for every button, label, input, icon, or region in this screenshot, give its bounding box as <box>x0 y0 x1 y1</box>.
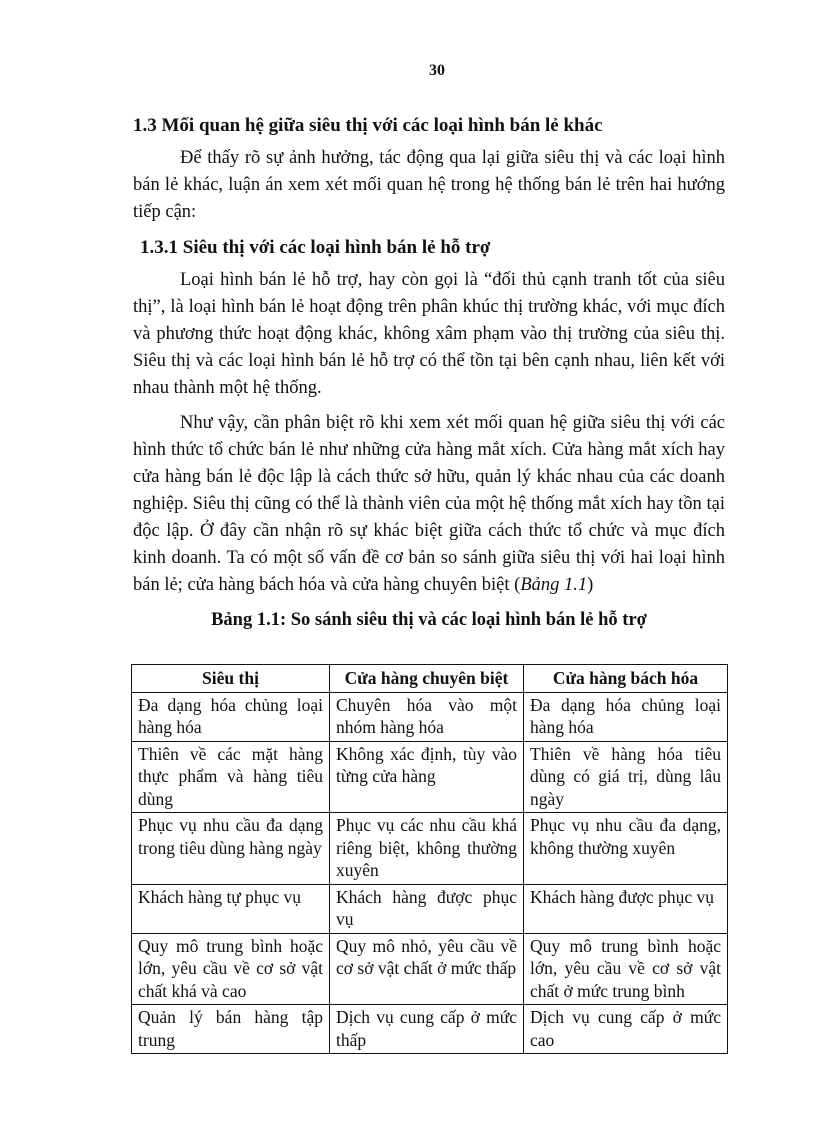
table-cell: Dịch vụ cung cấp ở mức cao <box>524 1005 728 1054</box>
table-row <box>132 884 728 933</box>
table-cell: Quy mô trung bình hoặc lớn, yêu cầu về cơ sở vật chất ở mức trung bình <box>524 933 728 1005</box>
table-cell: Đa dạng hóa chủng loại hàng hóa <box>524 692 728 741</box>
table-cell: Đa dạng hóa chủng loại hàng hóa <box>132 692 330 741</box>
table-row <box>132 692 728 741</box>
page-number: 30 <box>429 62 445 79</box>
header-specialty-store: Cửa hàng chuyên biệt <box>330 665 524 693</box>
table-cell: Khách hàng được phục vụ <box>524 884 728 933</box>
table-cell: Không xác định, tùy vào từng cửa hàng <box>330 741 524 813</box>
document-body <box>133 112 725 1054</box>
table-cell: Thiên về các mặt hàng thực phẩm và hàng tiêu dùng <box>132 741 330 813</box>
comparison-table <box>131 664 728 1054</box>
table-caption: Bảng 1.1: So sánh siêu thị và các loại hình bán lẻ hỗ trợ <box>211 610 647 630</box>
table-row <box>132 1005 728 1054</box>
subsection-heading: 1.3.1 Siêu thị với các loại hình bán lẻ hỗ trợ <box>140 237 491 258</box>
table-cell: Phục vụ nhu cầu đa dạng, không thường xuyên <box>524 813 728 885</box>
table-cell: Dịch vụ cung cấp ở mức thấp <box>330 1005 524 1054</box>
intro-paragraph: Để thấy rõ sự ảnh hưởng, tác động qua lại giữa siêu thị và các loại hình bán lẻ khác, luận án xem xét mối quan hệ trong hệ thống bán lẻ trên hai hướng tiếp cận: <box>133 148 725 222</box>
paragraph-1: Loại hình bán lẻ hỗ trợ, hay còn gọi là “đối thủ cạnh tranh tốt của siêu thị”, là loại hình bán lẻ hoạt động trên phân khúc thị trường khác, với mục đích và phương thức hoạt động khác, không xâm phạm vào thị trường của siêu thị. Siêu thị và các loại hình bán lẻ hỗ trợ có thể tồn tại bên cạnh nhau, liên kết với nhau thành một hệ thống. <box>133 270 725 398</box>
table-cell: Quản lý bán hàng tập trung <box>132 1005 330 1054</box>
table-row <box>132 813 728 885</box>
header-department-store: Cửa hàng bách hóa <box>524 665 728 693</box>
paragraph-2-text: Như vậy, cần phân biệt rõ khi xem xét mối quan hệ giữa siêu thị với các hình thức tổ chức bán lẻ như những cửa hàng mắt xích. Cửa hàng mắt xích hay cửa hàng bán lẻ độc lập là cách thức sở hữu, quản lý khác nhau của các doanh nghiệp. Siêu thị cũng có thể là thành viên của một hệ thống mắt xích hay tồn tại độc lập. Ở đây cần nhận rõ sự khác biệt giữa cách thức tổ chức và mục đích kinh doanh. Ta có một số vấn đề cơ bản so sánh giữa siêu thị với hai loại hình bán lẻ; cửa hàng bách hóa và cửa hàng chuyên biệt ( <box>133 413 725 595</box>
table-reference: Bảng 1.1 <box>520 575 588 595</box>
table-row <box>132 933 728 1005</box>
table-header-row <box>132 665 728 693</box>
table-row <box>132 741 728 813</box>
table-cell: Quy mô nhỏ, yêu cầu về cơ sở vật chất ở mức thấp <box>330 933 524 1005</box>
table-cell: Khách hàng được phục vụ <box>330 884 524 933</box>
table-cell: Quy mô trung bình hoặc lớn, yêu cầu về cơ sở vật chất khá và cao <box>132 933 330 1005</box>
table-cell: Thiên về hàng hóa tiêu dùng có giá trị, dùng lâu ngày <box>524 741 728 813</box>
paragraph-2-end: ) <box>587 575 594 595</box>
table-cell: Chuyên hóa vào một nhóm hàng hóa <box>330 692 524 741</box>
table-cell: Khách hàng tự phục vụ <box>132 884 330 933</box>
header-supermarket: Siêu thị <box>132 665 330 693</box>
table-cell: Phục vụ nhu cầu đa dạng trong tiêu dùng hàng ngày <box>132 813 330 885</box>
section-heading: 1.3 Mối quan hệ giữa siêu thị với các loại hình bán lẻ khác <box>133 115 603 136</box>
table-cell: Phục vụ các nhu cầu khá riêng biệt, không thường xuyên <box>330 813 524 885</box>
paragraph-2 <box>133 410 725 599</box>
